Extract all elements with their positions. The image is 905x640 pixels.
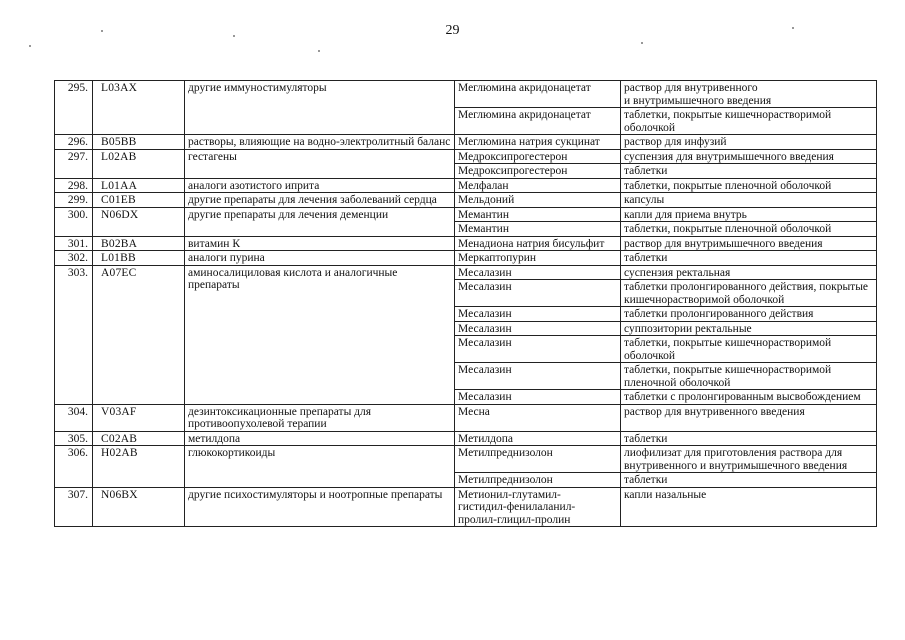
atc-code: L01BB bbox=[93, 251, 185, 266]
dosage-form: капли для приема внутрь bbox=[621, 207, 877, 222]
drug-group: витамин К bbox=[185, 236, 455, 251]
dosage-form: капсулы bbox=[621, 193, 877, 208]
drug-group: глюкокортикоиды bbox=[185, 446, 455, 488]
drug-name: Медроксипрогестерон bbox=[455, 149, 621, 164]
table-row bbox=[55, 236, 877, 251]
atc-code: C01EB bbox=[93, 193, 185, 208]
atc-code: C02AB bbox=[93, 431, 185, 446]
row-number: 303. bbox=[55, 265, 93, 404]
row-number: 299. bbox=[55, 193, 93, 208]
drug-group: аналоги пурина bbox=[185, 251, 455, 266]
table-row bbox=[55, 81, 877, 108]
dosage-form: таблетки пролонгированного действия, покрытые кишечнорастворимой оболочкой bbox=[621, 280, 877, 307]
dosage-form: таблетки bbox=[621, 164, 877, 179]
drug-name: Медроксипрогестерон bbox=[455, 164, 621, 179]
dosage-form: таблетки, покрытые кишечнорастворимой оболочкой bbox=[621, 108, 877, 135]
dosage-form: раствор для внутривенного и внутримышечного введения bbox=[621, 81, 877, 108]
drug-group: дезинтоксикационные препараты для противоопухолевой терапии bbox=[185, 404, 455, 431]
table-row bbox=[55, 404, 877, 431]
row-number: 301. bbox=[55, 236, 93, 251]
atc-code: B05BB bbox=[93, 135, 185, 150]
drug-name: Метилпреднизолон bbox=[455, 446, 621, 473]
drug-name: Метилпреднизолон bbox=[455, 473, 621, 488]
atc-code: N06DX bbox=[93, 207, 185, 236]
row-number: 295. bbox=[55, 81, 93, 135]
drug-name: Метионил-глутамил- гистидил-фенилаланил- пролил-глицил-пролин bbox=[455, 487, 621, 527]
row-number: 300. bbox=[55, 207, 93, 236]
dosage-form: капли назальные bbox=[621, 487, 877, 527]
drug-group: аналоги азотистого иприта bbox=[185, 178, 455, 193]
scan-speck bbox=[792, 27, 794, 29]
atc-code: L03AX bbox=[93, 81, 185, 135]
scan-speck bbox=[318, 50, 320, 52]
scan-speck bbox=[233, 35, 235, 37]
dosage-form: раствор для внутривенного введения bbox=[621, 404, 877, 431]
drug-name: Менадиона натрия бисульфит bbox=[455, 236, 621, 251]
drug-name: Мельдоний bbox=[455, 193, 621, 208]
table-row bbox=[55, 207, 877, 222]
dosage-form: лиофилизат для приготовления раствора для внутривенного и внутримышечного введения bbox=[621, 446, 877, 473]
atc-code: N06BX bbox=[93, 487, 185, 527]
drug-group: растворы, влияющие на водно-электролитный баланс bbox=[185, 135, 455, 150]
page-number: 29 bbox=[445, 23, 460, 38]
row-number: 305. bbox=[55, 431, 93, 446]
drug-name: Мемантин bbox=[455, 222, 621, 237]
drug-name: Мелфалан bbox=[455, 178, 621, 193]
drug-name: Месалазин bbox=[455, 265, 621, 280]
drug-name: Метилдопа bbox=[455, 431, 621, 446]
scan-speck bbox=[29, 45, 31, 47]
atc-code: B02BA bbox=[93, 236, 185, 251]
dosage-form: таблетки, покрытые пленочной оболочкой bbox=[621, 178, 877, 193]
drug-name: Меглюмина натрия сукцинат bbox=[455, 135, 621, 150]
drug-name: Месалазин bbox=[455, 307, 621, 322]
drug-group: другие психостимуляторы и ноотропные препараты bbox=[185, 487, 455, 527]
dosage-form: таблетки bbox=[621, 473, 877, 488]
dosage-form: суппозитории ректальные bbox=[621, 321, 877, 336]
table-row bbox=[55, 149, 877, 164]
scan-speck bbox=[101, 30, 103, 32]
row-number: 297. bbox=[55, 149, 93, 178]
row-number: 298. bbox=[55, 178, 93, 193]
table-row bbox=[55, 446, 877, 473]
atc-code: V03AF bbox=[93, 404, 185, 431]
row-number: 302. bbox=[55, 251, 93, 266]
dosage-form: таблетки bbox=[621, 431, 877, 446]
row-number: 304. bbox=[55, 404, 93, 431]
table-row bbox=[55, 178, 877, 193]
dosage-form: раствор для внутримышечного введения bbox=[621, 236, 877, 251]
dosage-form: раствор для инфузий bbox=[621, 135, 877, 150]
drug-group: аминосалициловая кислота и аналогичные препараты bbox=[185, 265, 455, 404]
dosage-form: таблетки, покрытые кишечнорастворимой оболочкой bbox=[621, 336, 877, 363]
drug-name: Месалазин bbox=[455, 363, 621, 390]
drug-name: Месна bbox=[455, 404, 621, 431]
dosage-form: таблетки пролонгированного действия bbox=[621, 307, 877, 322]
atc-code: A07EC bbox=[93, 265, 185, 404]
row-number: 306. bbox=[55, 446, 93, 488]
atc-code: H02AB bbox=[93, 446, 185, 488]
dosage-form: таблетки с пролонгированным высвобождением bbox=[621, 390, 877, 405]
drug-table bbox=[54, 80, 877, 527]
table-row bbox=[55, 487, 877, 527]
row-number: 307. bbox=[55, 487, 93, 527]
table-row bbox=[55, 431, 877, 446]
drug-name: Месалазин bbox=[455, 321, 621, 336]
dosage-form: таблетки, покрытые кишечнорастворимой пленочной оболочкой bbox=[621, 363, 877, 390]
scan-speck bbox=[641, 42, 643, 44]
dosage-form: суспензия ректальная bbox=[621, 265, 877, 280]
atc-code: L01AA bbox=[93, 178, 185, 193]
dosage-form: суспензия для внутримышечного введения bbox=[621, 149, 877, 164]
drug-group: другие иммуностимуляторы bbox=[185, 81, 455, 135]
drug-name: Месалазин bbox=[455, 280, 621, 307]
drug-name: Меркаптопурин bbox=[455, 251, 621, 266]
dosage-form: таблетки, покрытые пленочной оболочкой bbox=[621, 222, 877, 237]
table-row bbox=[55, 135, 877, 150]
drug-group: метилдопа bbox=[185, 431, 455, 446]
drug-name: Меглюмина акридонацетат bbox=[455, 81, 621, 108]
drug-name: Меглюмина акридонацетат bbox=[455, 108, 621, 135]
drug-name: Месалазин bbox=[455, 336, 621, 363]
table-row bbox=[55, 265, 877, 280]
row-number: 296. bbox=[55, 135, 93, 150]
table-row bbox=[55, 193, 877, 208]
drug-group: другие препараты для лечения деменции bbox=[185, 207, 455, 236]
drug-name: Месалазин bbox=[455, 390, 621, 405]
table-row bbox=[55, 251, 877, 266]
drug-name: Мемантин bbox=[455, 207, 621, 222]
dosage-form: таблетки bbox=[621, 251, 877, 266]
drug-group: другие препараты для лечения заболеваний сердца bbox=[185, 193, 455, 208]
drug-group: гестагены bbox=[185, 149, 455, 178]
atc-code: L02AB bbox=[93, 149, 185, 178]
